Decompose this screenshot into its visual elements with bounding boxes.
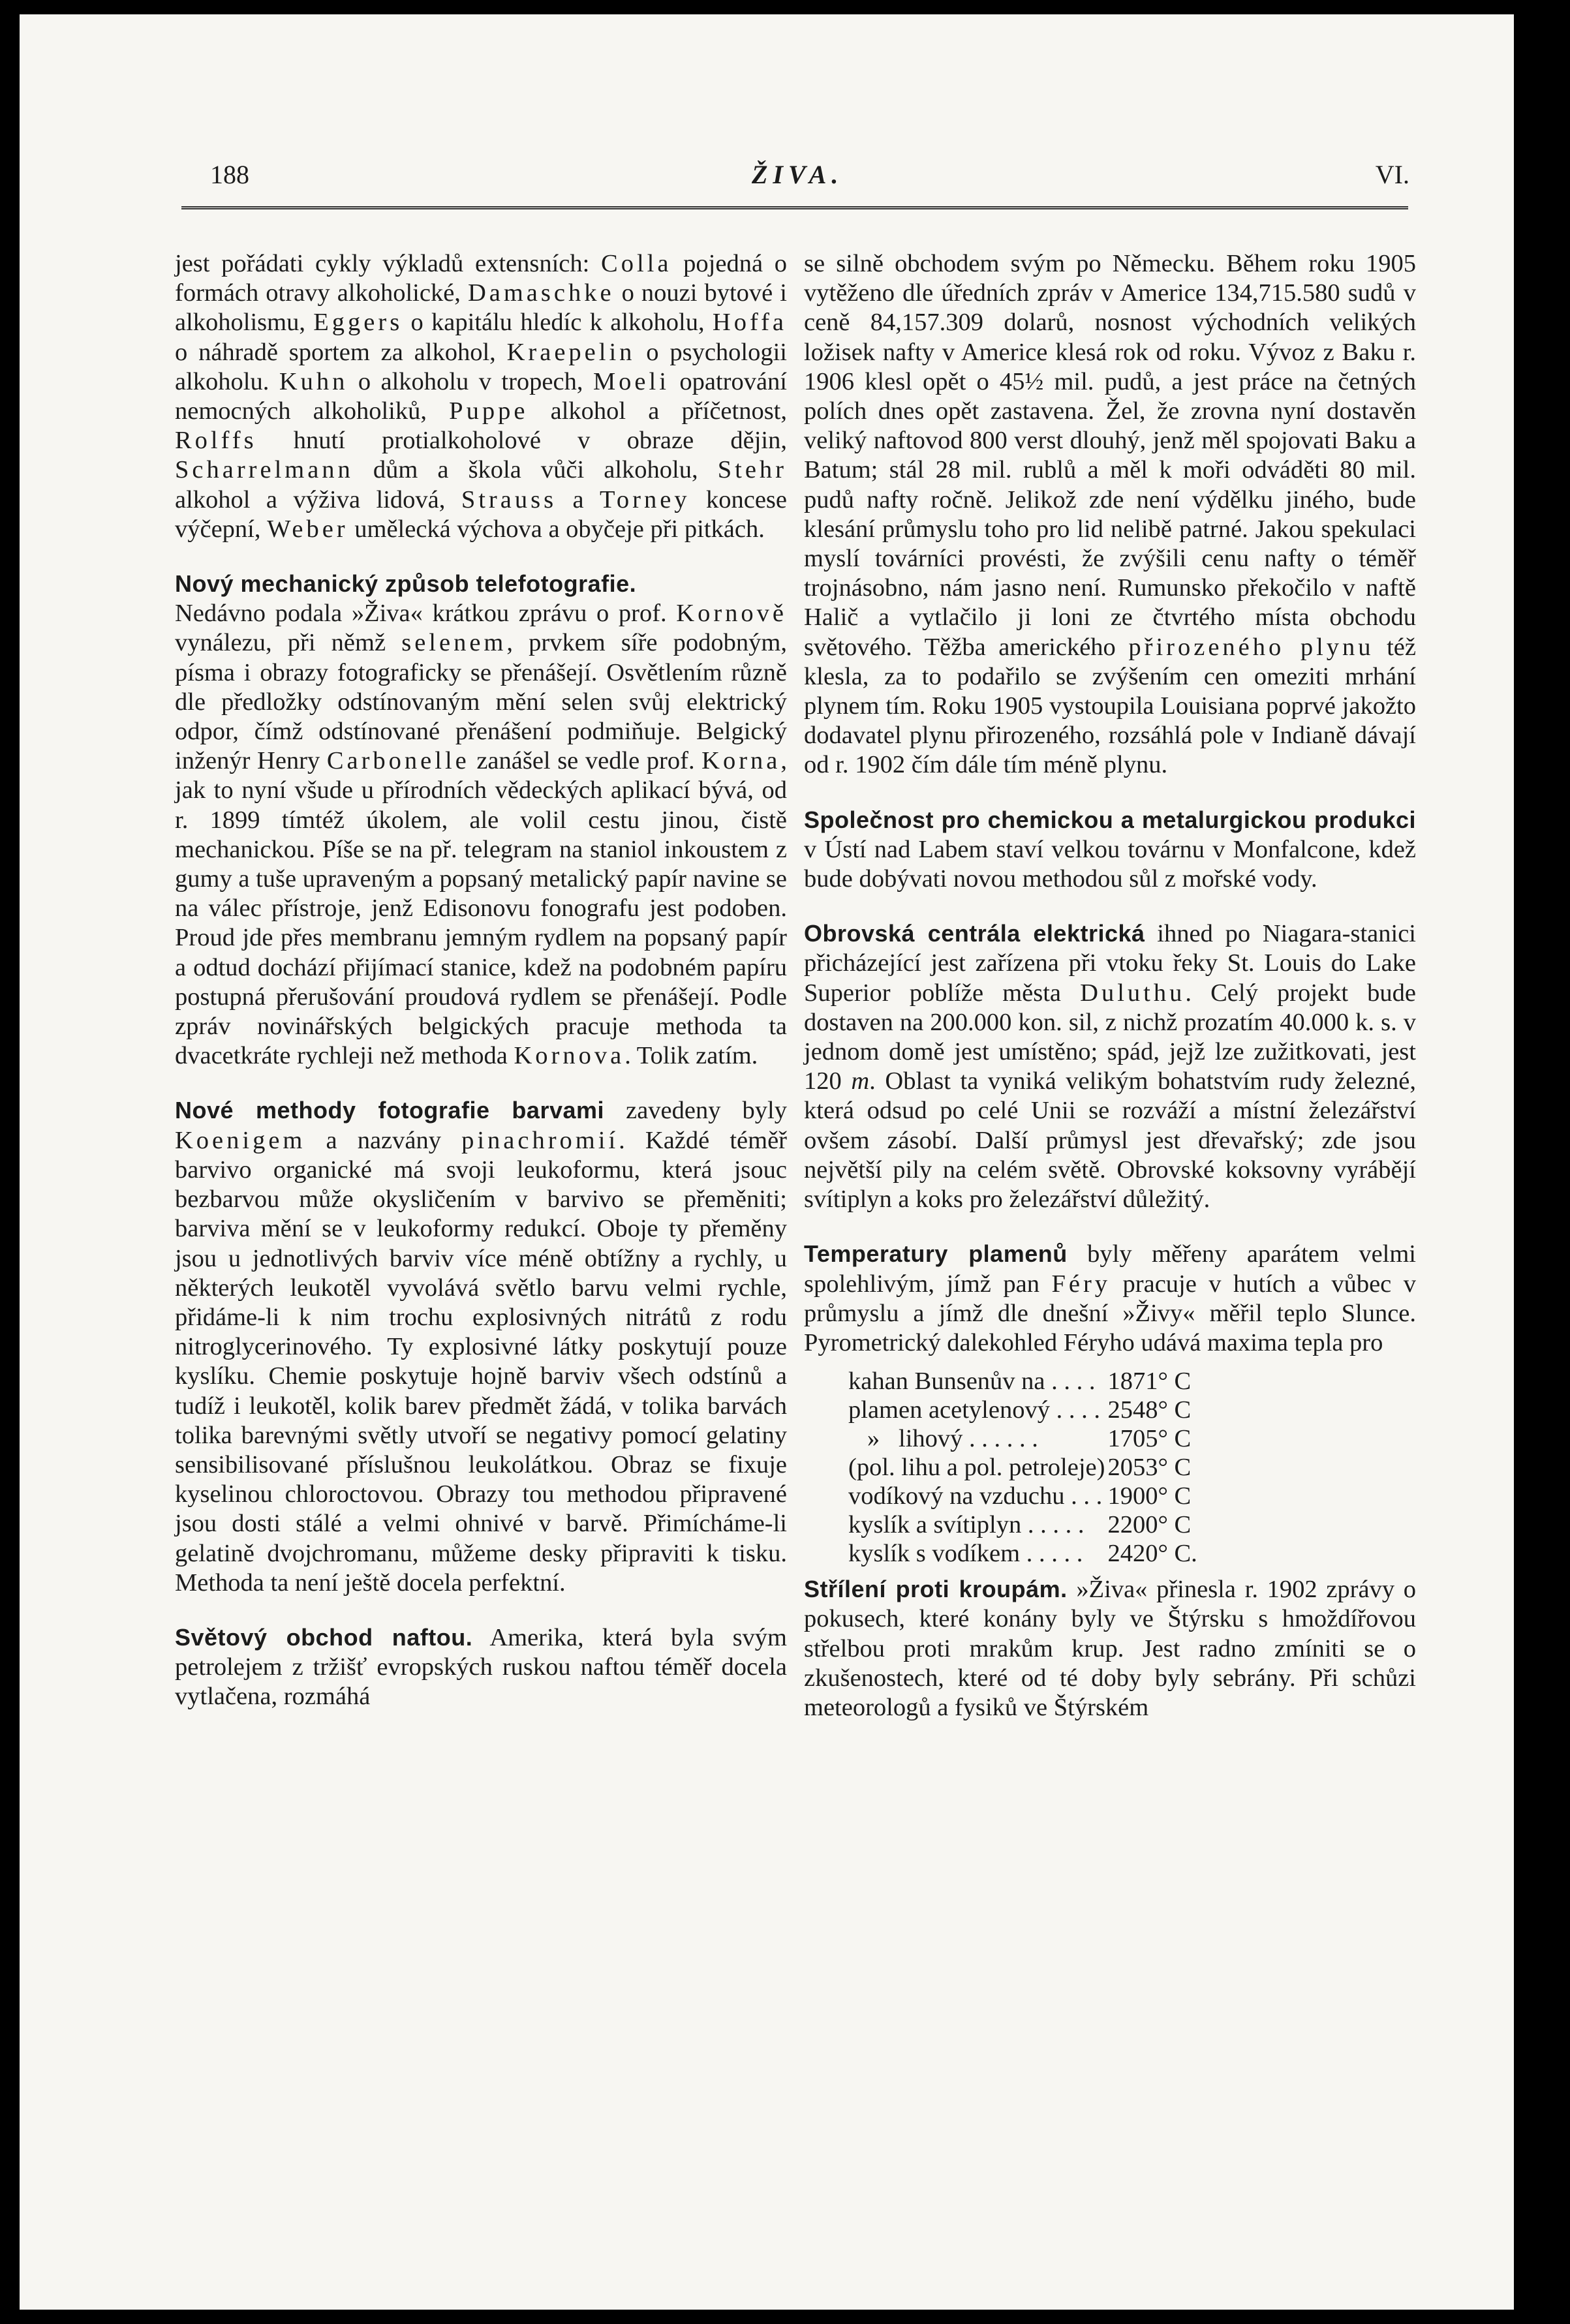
kroupy-section: Střílení proti kroupám. »Živa« přinesla r. 1902 zprávy o pokusech, které konány byly ve Štýrsku s hmoždířovou střelbou proti mrakům krup. Jest radno zmíniti se o zkušenostech, které od té doby byly sebrány. Při schůzi meteorologů a fysiků ve Štýrském (804, 1576, 1417, 1721)
nafta-continued: se silně obchodem svým po Německu. Během roku 1905 vytěženo dle úředních zpráv v Americe 134,715.580 sudů v ceně 84,157.309 dolarů, nosnost východních velikých ložisek nafty v Americe klesá rok od roku. Vývoz z Baku r. 1906 klesl opět o 45½ mil. pudů, a jest práce na četných polích dnes opět zastavena. Žel, že zrovna nyní dostavěn veliký naftovod 800 verst dlouhý, jenž měl spojovati Baku a Batum; stál 28 mil. rublů a měl k moři odváděti 80 mil. pudů nafty ročně. Jelikož zde není výdělku jiného, bude klesání průmyslu toho pro lid nelibě patrné. Jakou spekulaci myslí továrníci provésti, že zvýšili cenu nafty o téměř trojnásobno, nám jasno není. Rumunsko překočilo v naftě Halič a vytlačilo ji loni ze čtvrtého místa obchodu světového. Těžba amerického přirozeného plynu též klesla, za to podařilo se zvýšením cen omeziti mrhání plynem tím. Roku 1905 vystoupila Louisiana poprvé jakožto dodavatel plynu přirozeného, rozsáhlá pole v Indianě dávají od r. 1902 čím dále tím méně plynu. (804, 250, 1416, 779)
nafta-section: Světový obchod naftou. Amerika, která byla svým petrolejem z tržišť evropských ruskou naftou téměř docela vytlačena, rozmáhá (175, 1623, 787, 1711)
table-row: » lihový . . . . . . 1705° C (848, 1425, 1192, 1453)
right-column (804, 249, 1416, 1722)
barvy-heading: Nové methody fotografie barvami (175, 1097, 605, 1124)
running-header (210, 159, 1409, 198)
journal-title: ŽIVA. (752, 160, 844, 189)
telefoto-heading: Nový mechanický způsob telefotografie. (175, 570, 637, 598)
centrala-heading: Obrovská centrála elektrická (804, 920, 1145, 947)
temperature-table (848, 1367, 1197, 1568)
table-row: kyslík a svítiplyn . . . . . 2200° C (848, 1511, 1192, 1539)
volume-number: VI. (1375, 160, 1409, 189)
table-row: vodíkový na vzduchu . . . 1900° C (848, 1482, 1192, 1510)
table-row: plamen acetylenový . . . . 2548° C (848, 1396, 1192, 1424)
page-number: 188 (210, 160, 249, 189)
nafta-heading: Světový obchod naftou. (175, 1623, 473, 1651)
header-rule (181, 206, 1408, 209)
left-column (175, 249, 787, 1712)
page (20, 14, 1514, 2310)
kroupy-heading: Střílení proti kroupám. (804, 1576, 1068, 1603)
teploty-section: Temperatury plamenů byly měřeny aparátem velmi spolehlivým, jímž pan Féry pracuje v hutích a vůbec v průmyslu a jímž dle dnešní »Živy« měřil teplo Slunce. Pyrometrický dalekohled Féryho udává maxima tepla pro (804, 1240, 1417, 1356)
table-row: kyslík s vodíkem . . . . . 2420° C. (848, 1540, 1197, 1568)
spolecnost-heading: Společnost pro chemickou a metalurgickou produkci (804, 806, 1416, 833)
table-row: kahan Bunsenův na . . . . 1871° C (848, 1368, 1192, 1396)
intro-paragraph: jest pořádati cykly výkladů extensních: Colla pojedná o formách otravy alkoholické, Damaschke o nouzi bytové i alkoholismu, Eggers o kapitálu hledíc k alkoholu, Hoffa o náhradě sportem za alkohol, Kraepelin o psychologii alkoholu. Kuhn o alkoholu v tropech, Moeli opatrování nemocných alkoholiků, Puppe alkohol a příčetnost, Rolffs hnutí protialkoholové v obraze dějin, Scharrelmann dům a škola vůči alkoholu, Stehr alkohol a výživa lidová, Strauss a Torney koncese výčepní, Weber umělecká výchova a obyčeje při pitkách. (175, 250, 788, 543)
teploty-heading: Temperatury plamenů (804, 1240, 1068, 1268)
barvy-section: Nové methody fotografie barvami zavedeny byly Koenigem a nazvány pinachromií. Každé téměř barvivo organické má svoji leukoformu, která jsouc bezbarvou může okysličením v barvivo se přeměniti; barviva mění se v leukoformy redukcí. Oboje ty přeměny jsou u jednotlivých barviv více méně obtížny a rychly, u některých leukotěl vyvolává světlo barvu velmi rychle, přidáme-li k nim trochu explosivných nitrátů z rodu nitroglycerinového. Ty explosivné látky poskytují pouze kyslíku. Chemie poskytuje hojně barviv všech odstínů a tudíž i leukotěl, kolik barev předmět žádá, v tolika barvách tolika barevnými světly utvoří se negativy pomocí gelatiny sensibilisované příslušnou leukolátkou. Obraz se fixuje kyselinou chloroctovou. Obrazy tou methodou připravené jsou dosti stálé a velmi ohnivé v barvě. Přimícháme-li gelatině dvojchromanu, můžeme desky připraviti k tisku. Methoda ta není ještě docela perfektní. (175, 1097, 787, 1597)
telefoto-section: Nový mechanický způsob telefotografie. Nedávno podala »Živa« krátkou zprávu o prof. Kornově vynálezu, při němž selenem, prvkem síře podobným, písma i obrazy fotograficky se přenášejí. Osvětlením různě dle předložky odstínovaným mění selen svůj elektrický odpor, čímž odstínované přenášení podmiňuje. Belgický inženýr Henry Carbonelle zanášel se vedle prof. Korna, jak to nyní všude u přírodních vědeckých aplikací bývá, od r. 1899 tímtéž úkolem, ale volil cestu jinou, čistě mechanickou. Píše se na př. telegram na staniol inkoustem z gumy a tuše upraveným a popsaný metalický papír navine se na válec přístroje, jenž Edisonovu fonografu jest podoben. Proud jde přes membranu jemným rydlem na popsaný papír a odtud dochází přijímací stanice, kdež na podobném papíru postupná přerušování proudová rydlem se přenášejí. Podle zpráv novinářských belgických pracuje methoda ta dvacetkráte rychleji než methoda Kornova. Tolik zatím. (175, 570, 787, 1070)
centrala-section: Obrovská centrála elektrická ihned po Niagara-stanici přicházející jest zařízena při vtoku řeky St. Louis do Lake Superior poblíže města Duluthu. Celý projekt bude dostaven na 200.000 kon. sil, z nichž prozatím 40.000 k. s. v jednom domě jest umístěno; spád, jejž lze zužitkovati, jest 120 m. Oblast ta vyniká velikým bohatstvím rudy železné, která odsud po celé Unii se rozváží a místní železářství ovšem zásobí. Další průmysl jest dřevařský; zde jsou největší pily na celém světě. Obrovské koksovny vyrábějí svítiplyn a koks pro železářství důležitý. (804, 920, 1416, 1214)
table-row: (pol. lihu a pol. petroleje) 2053° C (848, 1454, 1192, 1482)
spolecnost-section: Společnost pro chemickou a metalurgickou produkci v Ústí nad Labem staví velkou továrnu v Monfalcone, kdež bude dobývati novou methodou sůl z mořské vody. (804, 806, 1416, 893)
